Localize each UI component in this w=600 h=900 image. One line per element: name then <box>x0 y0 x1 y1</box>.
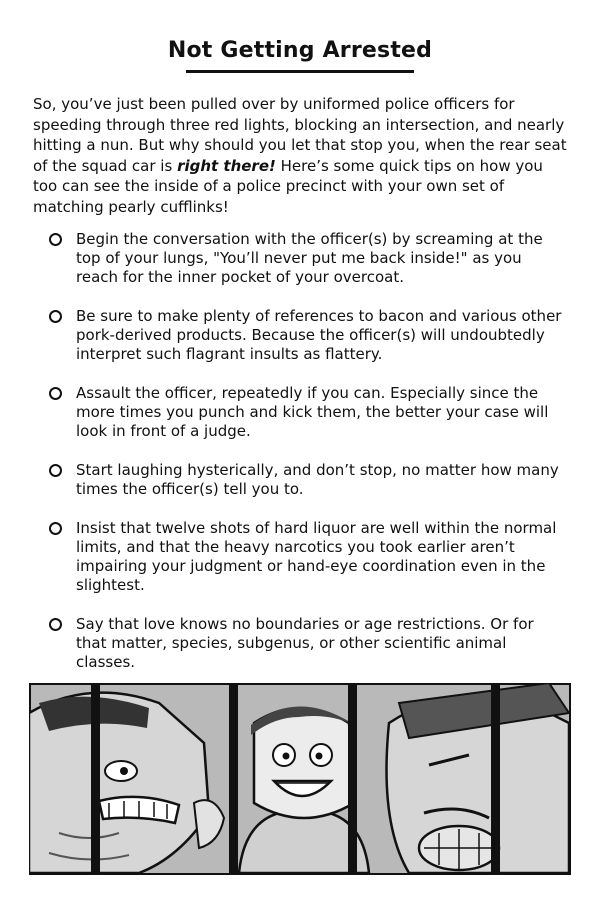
tips-list <box>46 230 562 692</box>
tip-item <box>46 307 562 364</box>
tip-item <box>46 519 562 595</box>
circle-bullet-icon <box>49 522 62 535</box>
officer-figure <box>387 683 570 873</box>
tip-text: Say that love knows no boundaries or age restrictions. Or for that matter, species, subgenus, or other scientific animal classes. <box>76 615 534 671</box>
intro-text-start: So, you’ve just been pulled over by uniformed police officers for speeding through three red lights, blocking an intersection, and nearly hitting a nun. But why should you let that stop you, when the rear seat of the squad car is <box>33 95 567 175</box>
tip-text: Be sure to make plenty of references to bacon and various other pork-derived products. Because the officer(s) will undoubtedly interpret such flagrant insults as flattery. <box>76 307 562 363</box>
circle-bullet-icon <box>49 233 62 246</box>
tip-item <box>46 230 562 287</box>
tip-text: Begin the conversation with the officer(s) by screaming at the top of your lungs, "You’ll never put me back inside!" as you reach for the inner pocket of your overcoat. <box>76 230 543 286</box>
circle-bullet-icon <box>49 618 62 631</box>
circle-bullet-icon <box>49 387 62 400</box>
title-underline <box>186 70 414 73</box>
comic-illustration <box>29 683 571 875</box>
tip-text: Insist that twelve shots of hard liquor are well within the normal limits, and that the heavy narcotics you took earlier aren’t impairing your judgment or hand-eye coordination even in the slightest. <box>76 519 557 594</box>
page-title: Not Getting Arrested <box>167 38 433 63</box>
intro-emphasis: right there! <box>177 156 276 175</box>
intro-text-end: Here’s some quick tips on how you too can see the inside of a police precinct with your own set of matching pearly cufflinks! <box>33 156 543 216</box>
tip-item <box>46 461 562 499</box>
intro-paragraph <box>33 94 567 217</box>
tip-item <box>46 615 562 672</box>
tip-item <box>46 384 562 441</box>
circle-bullet-icon <box>49 310 62 323</box>
tip-text: Start laughing hysterically, and don’t stop, no matter how many times the officer(s) tell you to. <box>76 461 559 498</box>
circle-bullet-icon <box>49 464 62 477</box>
tip-text: Assault the officer, repeatedly if you can. Especially since the more times you punch and kick them, the better your case will look in front of a judge. <box>76 384 549 440</box>
